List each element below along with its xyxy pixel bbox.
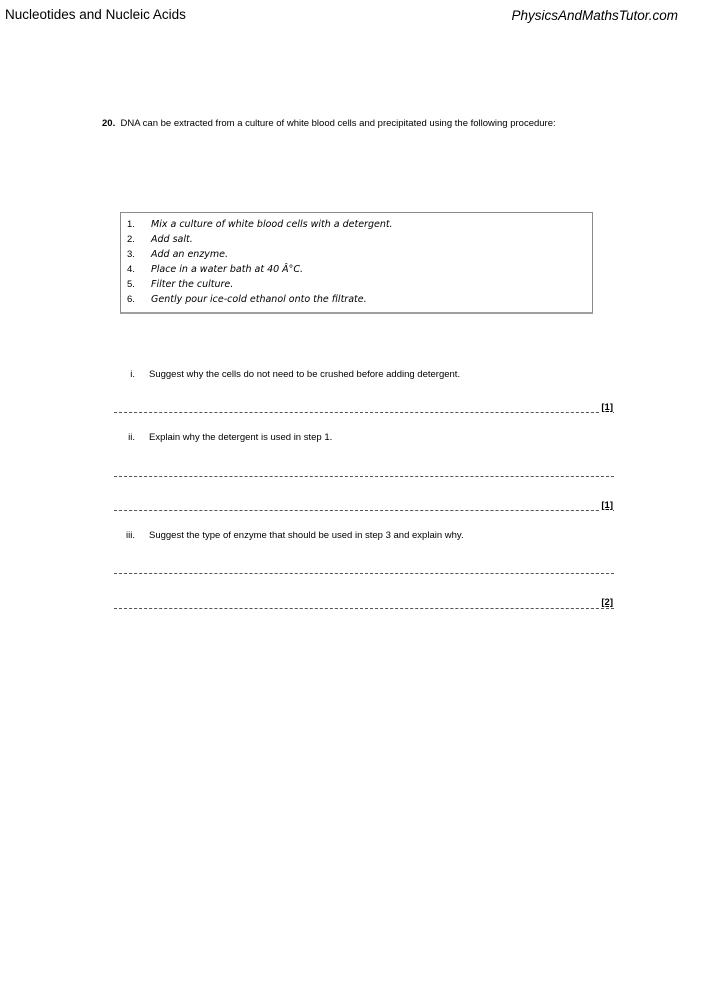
question-intro xyxy=(102,111,622,136)
step-text: Add salt. xyxy=(151,234,193,245)
answer-line[interactable] xyxy=(114,608,614,609)
mark-allocation: [2] xyxy=(601,597,613,608)
part-text: Suggest why the cells do not need to be crushed before adding detergent. xyxy=(149,369,461,380)
step-text: Mix a culture of white blood cells with a detergent. xyxy=(151,219,393,230)
answer-line[interactable] xyxy=(114,476,614,477)
procedure-step xyxy=(127,232,587,247)
part-number: iii. xyxy=(126,530,135,541)
step-text: Gently pour ice-cold ethanol onto the filtrate. xyxy=(151,294,367,305)
procedure-step xyxy=(127,277,587,292)
header-topic-title: Nucleotides and Nucleic Acids xyxy=(5,7,186,22)
procedure-step xyxy=(127,262,587,277)
procedure-step xyxy=(127,292,587,307)
step-number: 6. xyxy=(127,294,135,305)
question-intro-text: DNA can be extracted from a culture of white blood cells and precipitated using the following procedure: xyxy=(120,118,556,129)
answer-line[interactable] xyxy=(114,510,614,511)
step-number: 2. xyxy=(127,234,135,245)
answer-line[interactable] xyxy=(114,412,614,413)
step-number: 3. xyxy=(127,249,135,260)
part-number: i. xyxy=(130,369,135,380)
answer-line[interactable] xyxy=(114,573,614,574)
procedure-step xyxy=(127,247,587,262)
step-number: 5. xyxy=(127,279,135,290)
step-number: 4. xyxy=(127,264,135,275)
mark-allocation: [1] xyxy=(601,500,613,511)
step-text: Add an enzyme. xyxy=(151,249,229,260)
part-text: Suggest the type of enzyme that should be used in step 3 and explain why. xyxy=(149,530,464,541)
part-text: Explain why the detergent is used in step 1. xyxy=(149,432,333,443)
procedure-step xyxy=(127,217,587,232)
step-text: Filter the culture. xyxy=(151,279,234,290)
question-number: 20. xyxy=(102,118,116,129)
procedure-box xyxy=(120,212,593,314)
part-number: ii. xyxy=(128,432,135,443)
step-text: Place in a water bath at 40 Â°C. xyxy=(151,264,304,275)
mark-allocation: [1] xyxy=(601,402,613,413)
step-number: 1. xyxy=(127,219,135,230)
header-site-name: PhysicsAndMathsTutor.com xyxy=(511,8,678,23)
